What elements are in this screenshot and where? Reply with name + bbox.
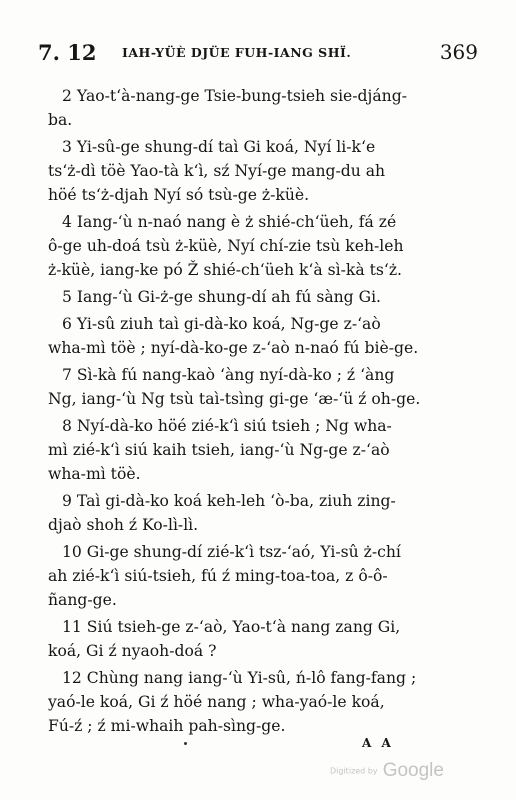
text-line: 12 Chùng nang iang-‘ù Yi-sû, ń-lô fang-fang ; [62,669,417,687]
text-line: 6 Yi-sû ziuh taì gi-dà-ko koá, Ng-ge z-‘aò [62,315,381,333]
text-line: ts‘ż-dì töè Yao-tà k‘ì, sź Nyí-ge mang-du ah [48,162,386,180]
text-line: 4 Iang-‘ù n-naó nang è ż shié-ch‘üeh, fá zé [62,213,397,231]
watermark-prefix: Digitized by [330,766,378,776]
text-line: 10 Gi-ge shung-dí zié-k‘ì tsz-‘aó, Yi-sû ż-chí [62,543,401,561]
text-line: ah zié-k‘ì siú-tsieh, fú ź ming-toa-toa, z ô-ô- [48,567,388,585]
text-line: Fú-ź ; ź mi-whaih pah-sìng-ge. [48,717,286,735]
text-line: wha-mì töè ; nyí-dà-ko-ge z-‘aò n-naó fú biè-ge. [48,339,419,357]
watermark-brand: Google [382,760,444,781]
text-line: wha-mì töè. [48,465,141,483]
text-line: 3 Yi-sû-ge shung-dí taì Gi koá, Nyí li-k‘e [62,138,376,156]
running-header [38,40,478,66]
text-line: 9 Taì gi-dà-ko koá keh-leh ‘ò-ba, ziuh zing- [62,492,396,510]
text-line: 7 Sì-kà fú nang-kaò ‘àng nyí-dà-ko ; ź ‘àng [62,366,395,384]
text-line: ż-küè, iang-ke pó Ž shié-ch‘üeh k‘à sì-kà ts‘ż. [48,261,403,279]
digitization-watermark [330,760,444,782]
text-line: Ng, iang-‘ù Ng tsù taì-tsìng gi-ge ‘æ-‘ü ź oh-ge. [48,390,421,408]
text-line: djaò shoh ź Ko-lì-lì. [48,516,199,534]
text-line: ô-ge uh-doá tsù ż-küè, Nyí chí-zie tsù keh-leh [48,237,404,255]
text-line: ba. [48,111,73,129]
text-line: koá, Gi ź nyaoh-doá ? [48,642,217,660]
text-line: 11 Siú tsieh-ge z-‘aò, Yao-t‘à nang zang Gi, [62,618,401,636]
printed-dot [184,742,187,745]
running-title: IAH-YÜÈ DJÜE FUH-IANG SHÏ. [122,45,352,60]
text-line: höé ts‘ż-djah Nyí só tsù-ge ż-küè. [48,186,310,204]
page-number: 369 [439,40,478,64]
text-line: yaó-le koá, Gi ź höé nang ; wha-yaó-le koá, [48,693,385,711]
text-line: 5 Iang-‘ù Gi-ż-ge shung-dí ah fú sàng Gi. [62,288,382,306]
text-line: ñang-ge. [48,591,117,609]
chapter-verse-ref: 7. 12 [38,40,97,65]
scripture-text [48,84,478,738]
text-line: 8 Nyí-dà-ko höé zié-k‘ì siú tsieh ; Ng wha- [62,417,392,435]
text-line: 2 Yao-t‘à-nang-ge Tsie-bung-tsieh sie-djáng- [62,87,407,105]
signature-mark: A A [362,736,394,750]
text-line: mì zié-k‘ì siú kaih tsieh, iang-‘ù Ng-ge z-‘aò [48,441,390,459]
